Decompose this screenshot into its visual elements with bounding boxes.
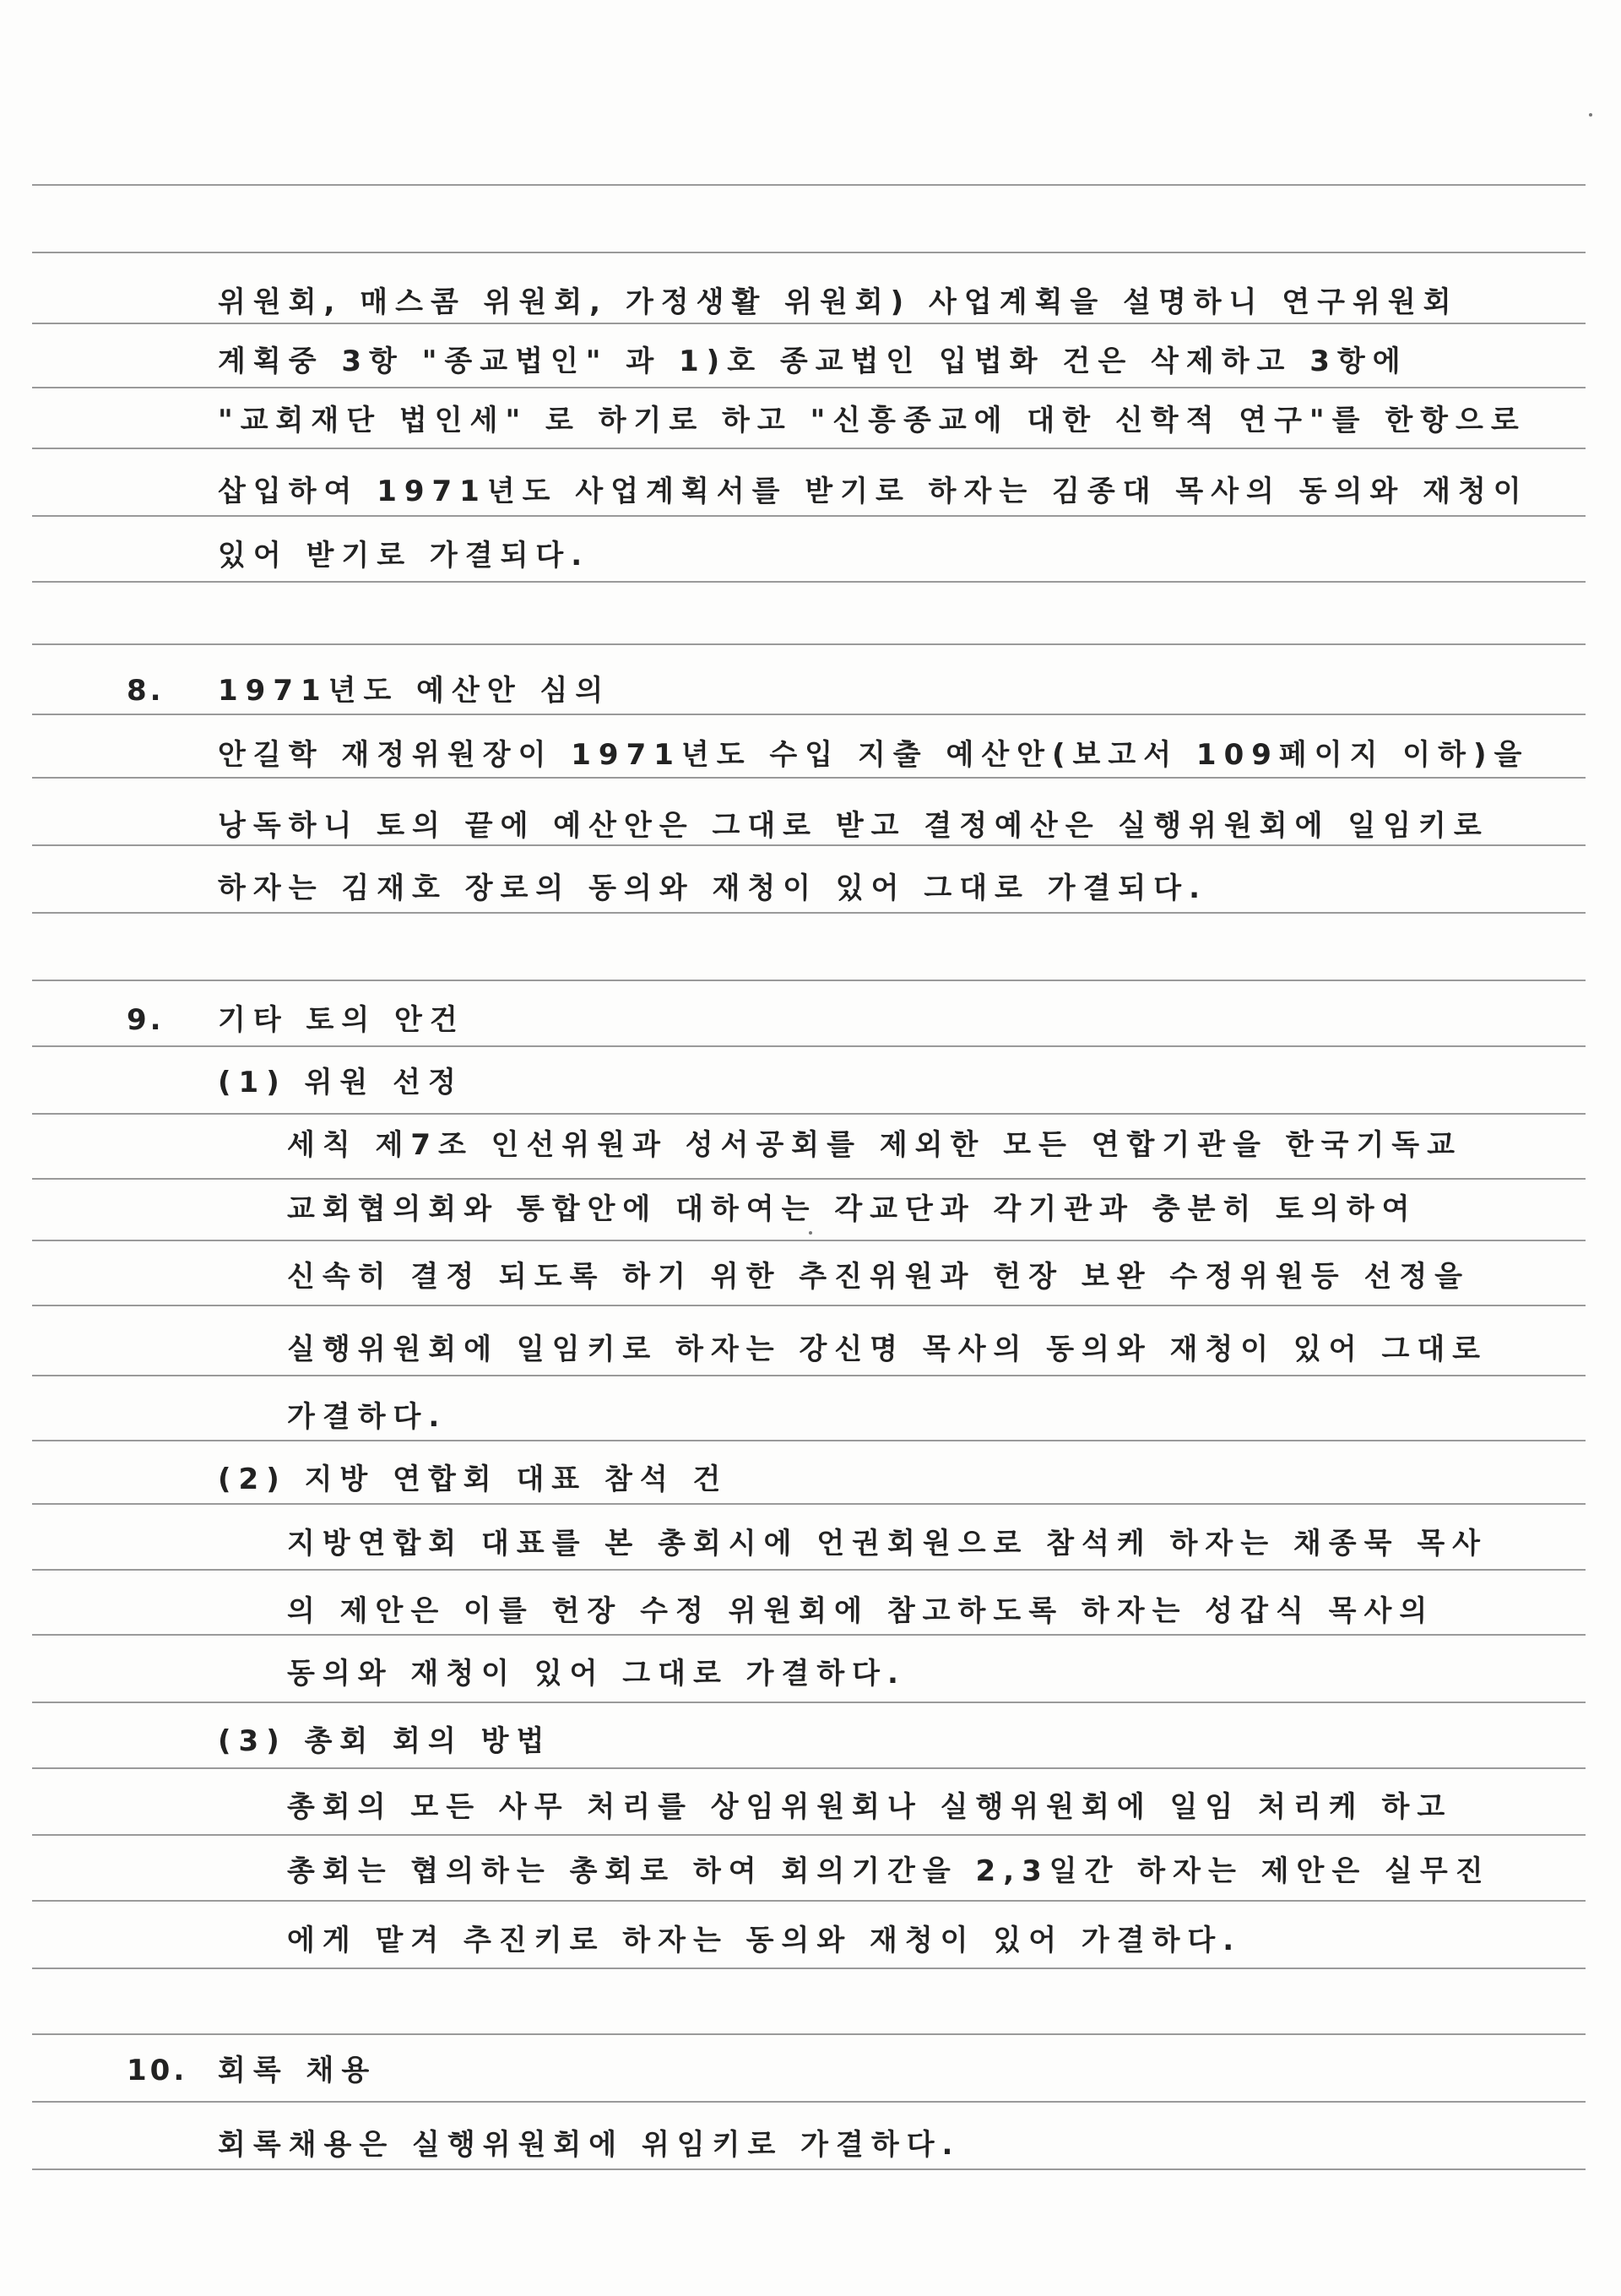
text-line: 회록채용은 실행위원회에 위임키로 가결하다. — [218, 2128, 961, 2162]
ruled-line — [32, 844, 1586, 846]
ruled-line — [32, 387, 1586, 388]
subsection-heading: (3) 총회 회의 방법 — [218, 1724, 552, 1758]
subsection-heading: (1) 위원 선정 — [218, 1066, 464, 1099]
ruled-line — [32, 1767, 1586, 1769]
ruled-line — [32, 1634, 1586, 1636]
ruled-line — [32, 1569, 1586, 1571]
section-heading: 기타 토의 안건 — [218, 1003, 465, 1037]
ruled-line — [32, 448, 1586, 449]
text-line: 있어 받기로 가결되다. — [218, 539, 590, 573]
ruled-line — [32, 2168, 1586, 2170]
text-line: 실행위원회에 일임키로 하자는 강신명 목사의 동의와 재청이 있어 그대로 — [287, 1333, 1488, 1366]
ruled-line — [32, 1834, 1586, 1836]
text-line: 총회의 모든 사무 처리를 상임위원회나 실행위원회에 일임 처리케 하고 — [287, 1790, 1453, 1824]
ruled-line — [32, 1113, 1586, 1115]
ruled-line — [32, 1045, 1586, 1047]
text-line: 교회협의회와 통합안에 대하여는 각교단과 각기관과 충분히 토의하여 — [287, 1192, 1418, 1226]
ruled-line — [32, 1305, 1586, 1306]
ruled-line — [32, 643, 1586, 645]
ruled-line — [32, 184, 1586, 186]
ruled-line — [32, 2101, 1586, 2103]
text-line: 계획중 3항 "종교법인" 과 1)호 종교법인 입법화 건은 삭제하고 3항에 — [218, 345, 1408, 378]
ruled-line — [32, 323, 1586, 324]
ruled-line — [32, 1503, 1586, 1505]
text-line: 삽입하여 1971년도 사업계획서를 받기로 하자는 김종대 목사의 동의와 재청이 — [218, 475, 1529, 508]
ruled-line — [32, 1968, 1586, 1969]
subsection-heading: (2) 지방 연합회 대표 참석 건 — [218, 1463, 729, 1496]
stray-mark — [809, 1231, 812, 1235]
text-line: 가결하다. — [287, 1400, 447, 1434]
section-heading: 회록 채용 — [218, 2054, 377, 2087]
text-line: 지방연합회 대표를 본 총회시에 언권회원으로 참석케 하자는 채종묵 목사 — [287, 1527, 1488, 1561]
text-line: 세칙 제7조 인선위원과 성서공회를 제외한 모든 연합기관을 한국기독교 — [287, 1128, 1462, 1162]
item-number: 9. — [127, 1003, 165, 1037]
text-line: 신속히 결정 되도록 하기 위한 추진위원과 헌장 보완 수정위원등 선정을 — [287, 1260, 1471, 1294]
text-line: 하자는 김재호 장로의 동의와 재청이 있어 그대로 가결되다. — [218, 871, 1208, 905]
text-line: 의 제안은 이를 헌장 수정 위원회에 참고하도록 하자는 성갑식 목사의 — [287, 1594, 1435, 1628]
ruled-line — [32, 1375, 1586, 1376]
ruled-line — [32, 1440, 1586, 1441]
ruled-line — [32, 1178, 1586, 1180]
text-line: 동의와 재청이 있어 그대로 가결하다. — [287, 1657, 906, 1691]
ruled-line — [32, 2033, 1586, 2035]
ruled-line — [32, 581, 1586, 583]
ruled-line — [32, 1702, 1586, 1703]
ruled-line — [32, 1900, 1586, 1902]
ruled-line — [32, 515, 1586, 517]
text-line: 에게 맡겨 추진키로 하자는 동의와 재청이 있어 가결하다. — [287, 1924, 1242, 1957]
text-line: 안길학 재정위원장이 1971년도 수입 지출 예산안(보고서 109페이지 이하)을 — [218, 738, 1530, 772]
stray-mark — [1589, 113, 1592, 117]
text-line: 총회는 협의하는 총회로 하여 회의기간을 2,3일간 하자는 제안은 실무진 — [287, 1854, 1491, 1888]
section-heading: 1971년도 예산안 심의 — [218, 674, 611, 708]
item-number: 10. — [127, 2054, 188, 2087]
text-line: 낭독하니 토의 끝에 예산안은 그대로 받고 결정예산은 실행위원회에 일임키로 — [218, 809, 1489, 843]
ruled-line — [32, 252, 1586, 253]
item-number: 8. — [127, 674, 165, 708]
text-line: "교회재단 법인세" 로 하기로 하고 "신흥종교에 대한 신학적 연구"를 한항으로 — [218, 404, 1526, 437]
ruled-line — [32, 1240, 1586, 1241]
ruled-line — [32, 714, 1586, 715]
ruled-line — [32, 912, 1586, 914]
text-line: 위원회, 매스콤 위원회, 가정생활 위원회) 사업계획을 설명하니 연구위원회 — [218, 285, 1459, 319]
ruled-line — [32, 980, 1586, 981]
ruled-line — [32, 777, 1586, 779]
